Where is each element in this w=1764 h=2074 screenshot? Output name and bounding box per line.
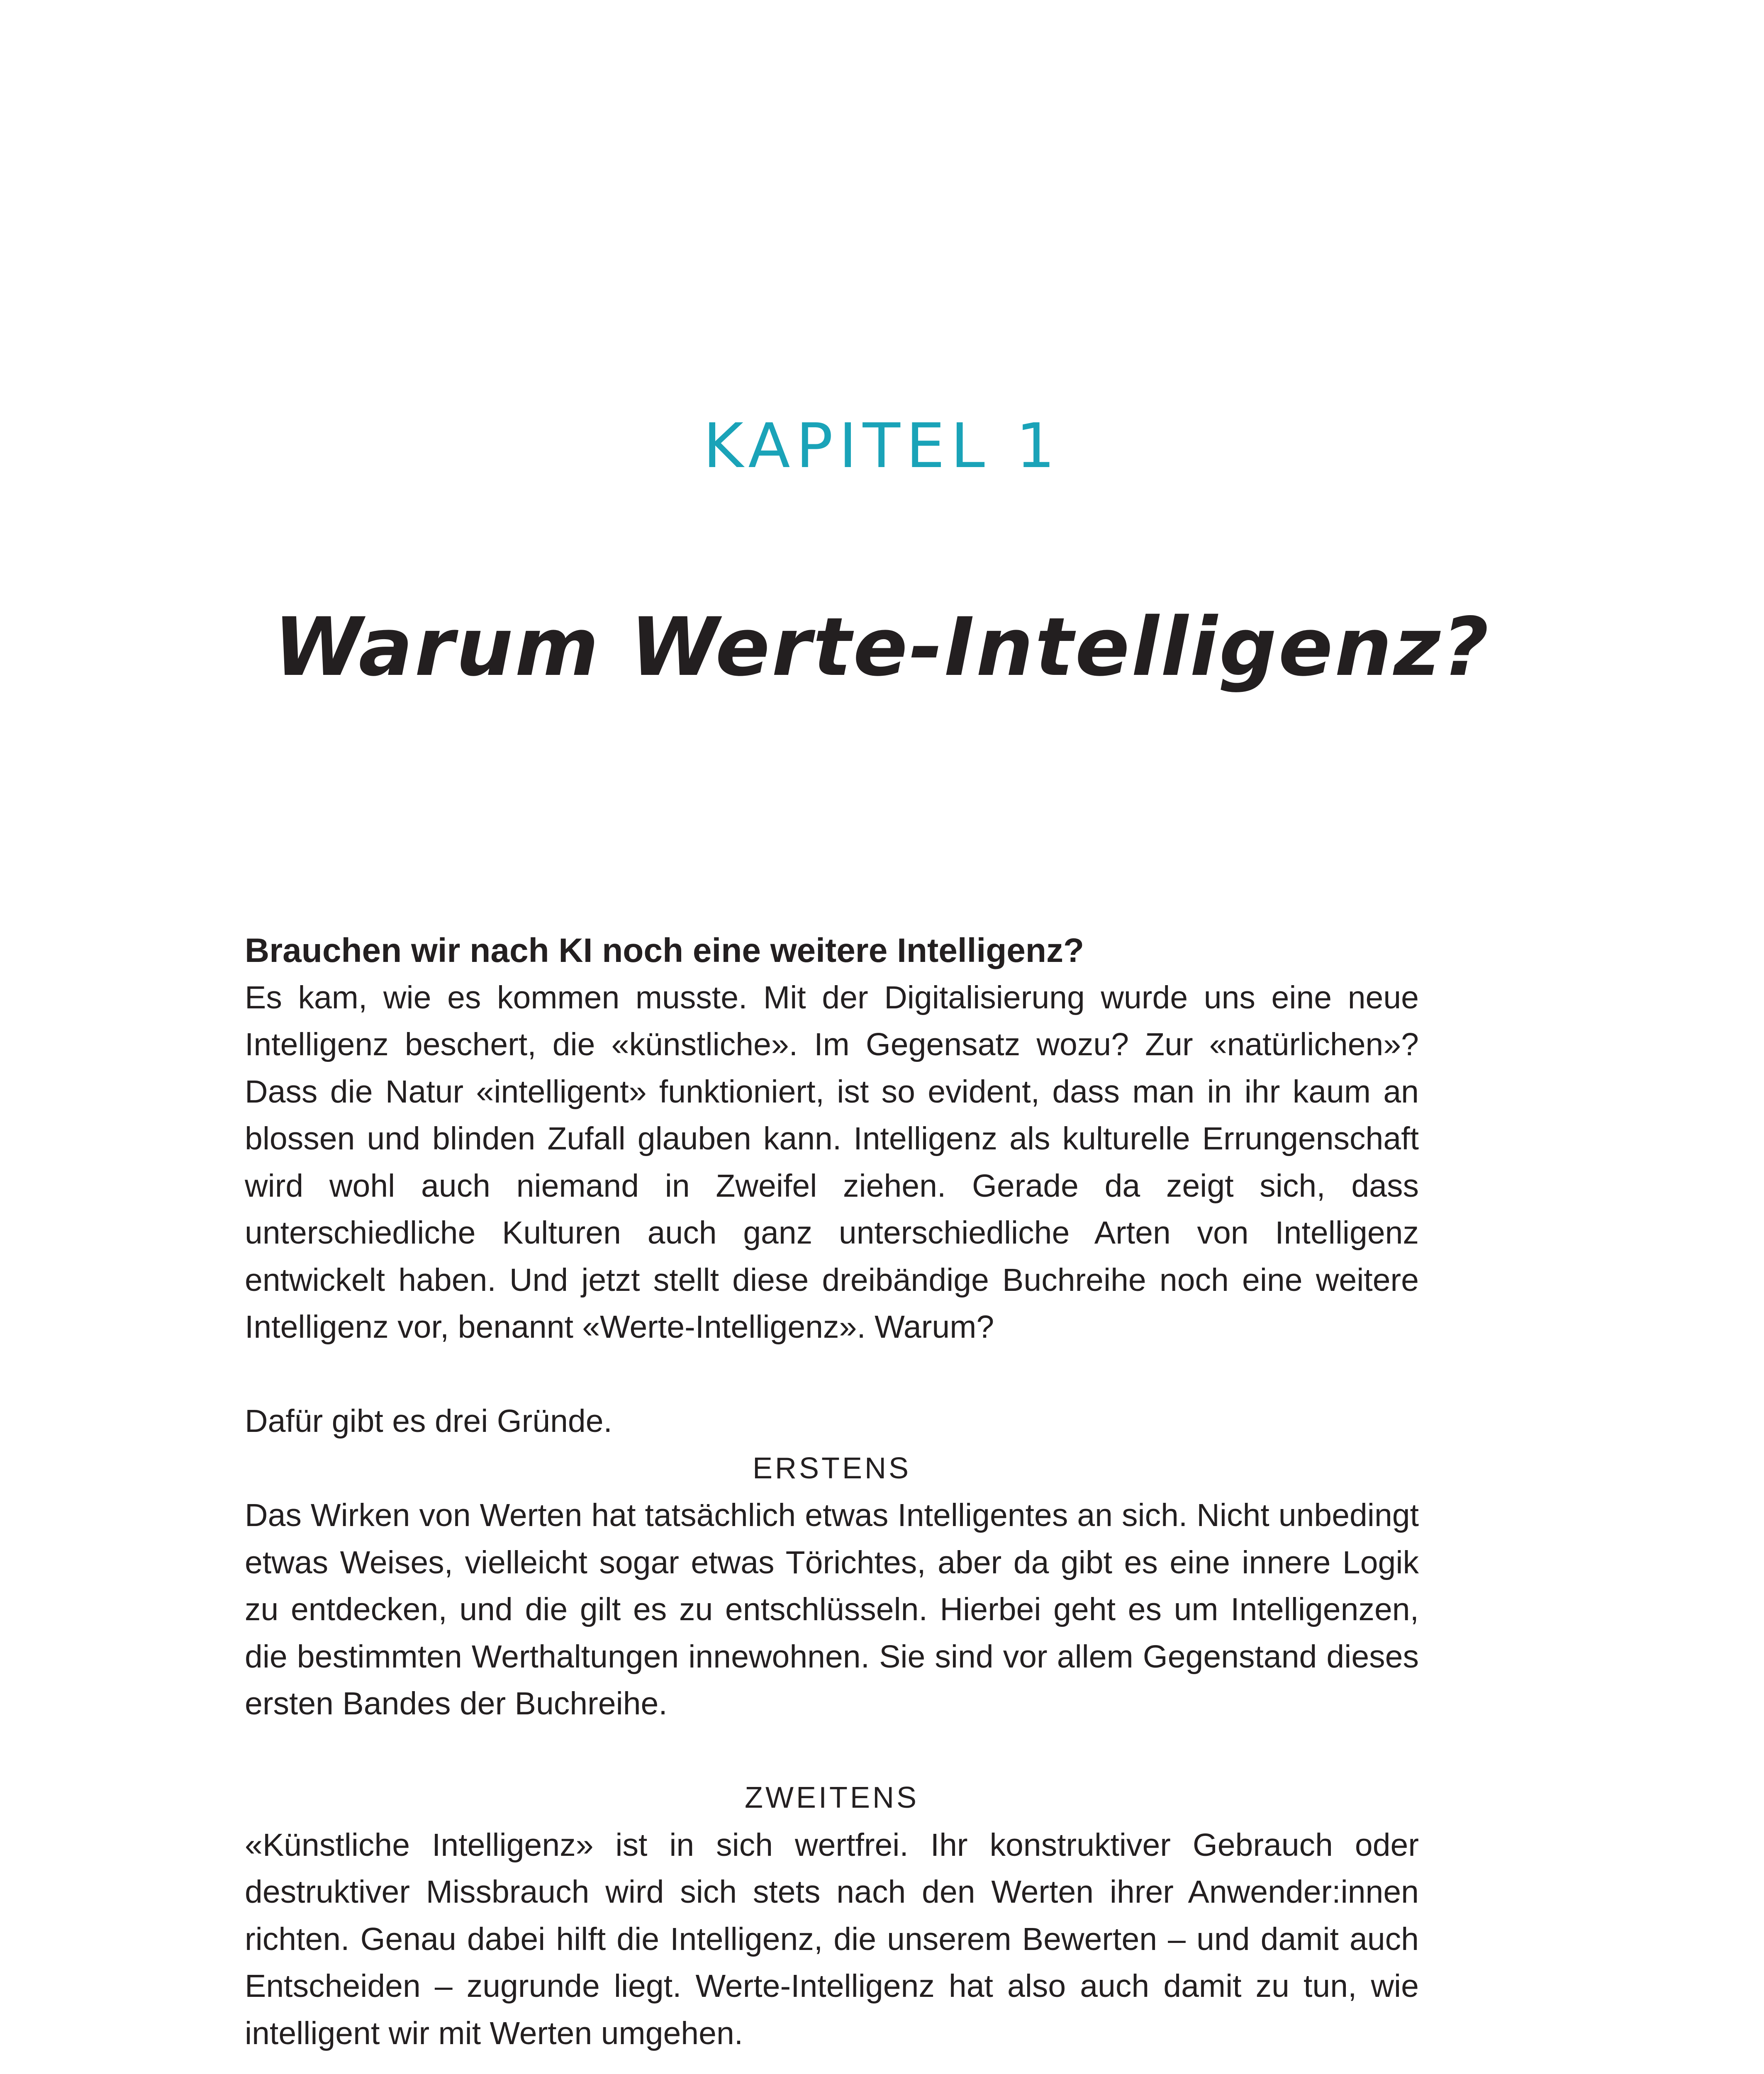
second-reason-heading: ZWEITENS (745, 1781, 919, 1814)
first-reason-paragraph: Das Wirken von Werten hat tatsächlich etwas Intelligentes an sich. Nicht unbedingt etwas Weises, vielleicht sogar etwas Törichtes, aber da gibt es eine innere Logik zu entdecken, und die gilt es zu entschlüsseln. Hierbei geht es um Intelligenzen, die bestimmten Werthaltungen innewohnen. Sie sind vor allem Gegenstand dieses ersten Bandes der Buchreihe. (245, 1497, 1419, 1721)
section-heading: Brauchen wir nach KI noch eine weitere Intelligenz? (245, 932, 1084, 969)
chapter-title: Warum Werte-Intelligenz? (273, 600, 1491, 694)
second-reason-paragraph: «Künstliche Intelligenz» ist in sich wertfrei. Ihr konstruktiver Gebrauch oder destruktiver Missbrauch wird sich stets nach den Werten ihrer Anwender:innen richten. Genau dabei hilft die Intelligenz, die unserem Bewerten – und damit auch Entscheiden – zugrunde liegt. Werte-Intelligenz hat also auch damit zu tun, wie intelligent wir mit Werten umgehen. (245, 1827, 1419, 2051)
first-reason-heading: ERSTENS (752, 1451, 911, 1485)
intro-paragraph: Es kam, wie es kommen musste. Mit der Digitalisierung wurde uns eine neue Intelligenz beschert, die «künstliche». Im Gegensatz wozu? Zur «natürlichen»? Dass die Natur «intelligent» funktioniert, ist so evident, dass man in ihr kaum an blossen und blinden Zufall glauben kann. Intelligenz als kulturelle Errungenschaft wird wohl auch niemand in Zweifel ziehen. Gerade da zeigt sich, dass unterschiedliche Kulturen auch ganz unterschiedliche Arten von Intelligenz entwickelt haben. Und jetzt stellt diese dreibändige Buchreihe noch eine weitere Intelligenz vor, benannt «Werte-Intelligenz». Warum? (245, 979, 1419, 1345)
chapter-label: KAPITEL 1 (703, 410, 1061, 482)
body-text (245, 927, 1419, 2057)
reasons-intro-paragraph: Dafür gibt es drei Gründe. (245, 1403, 612, 1439)
